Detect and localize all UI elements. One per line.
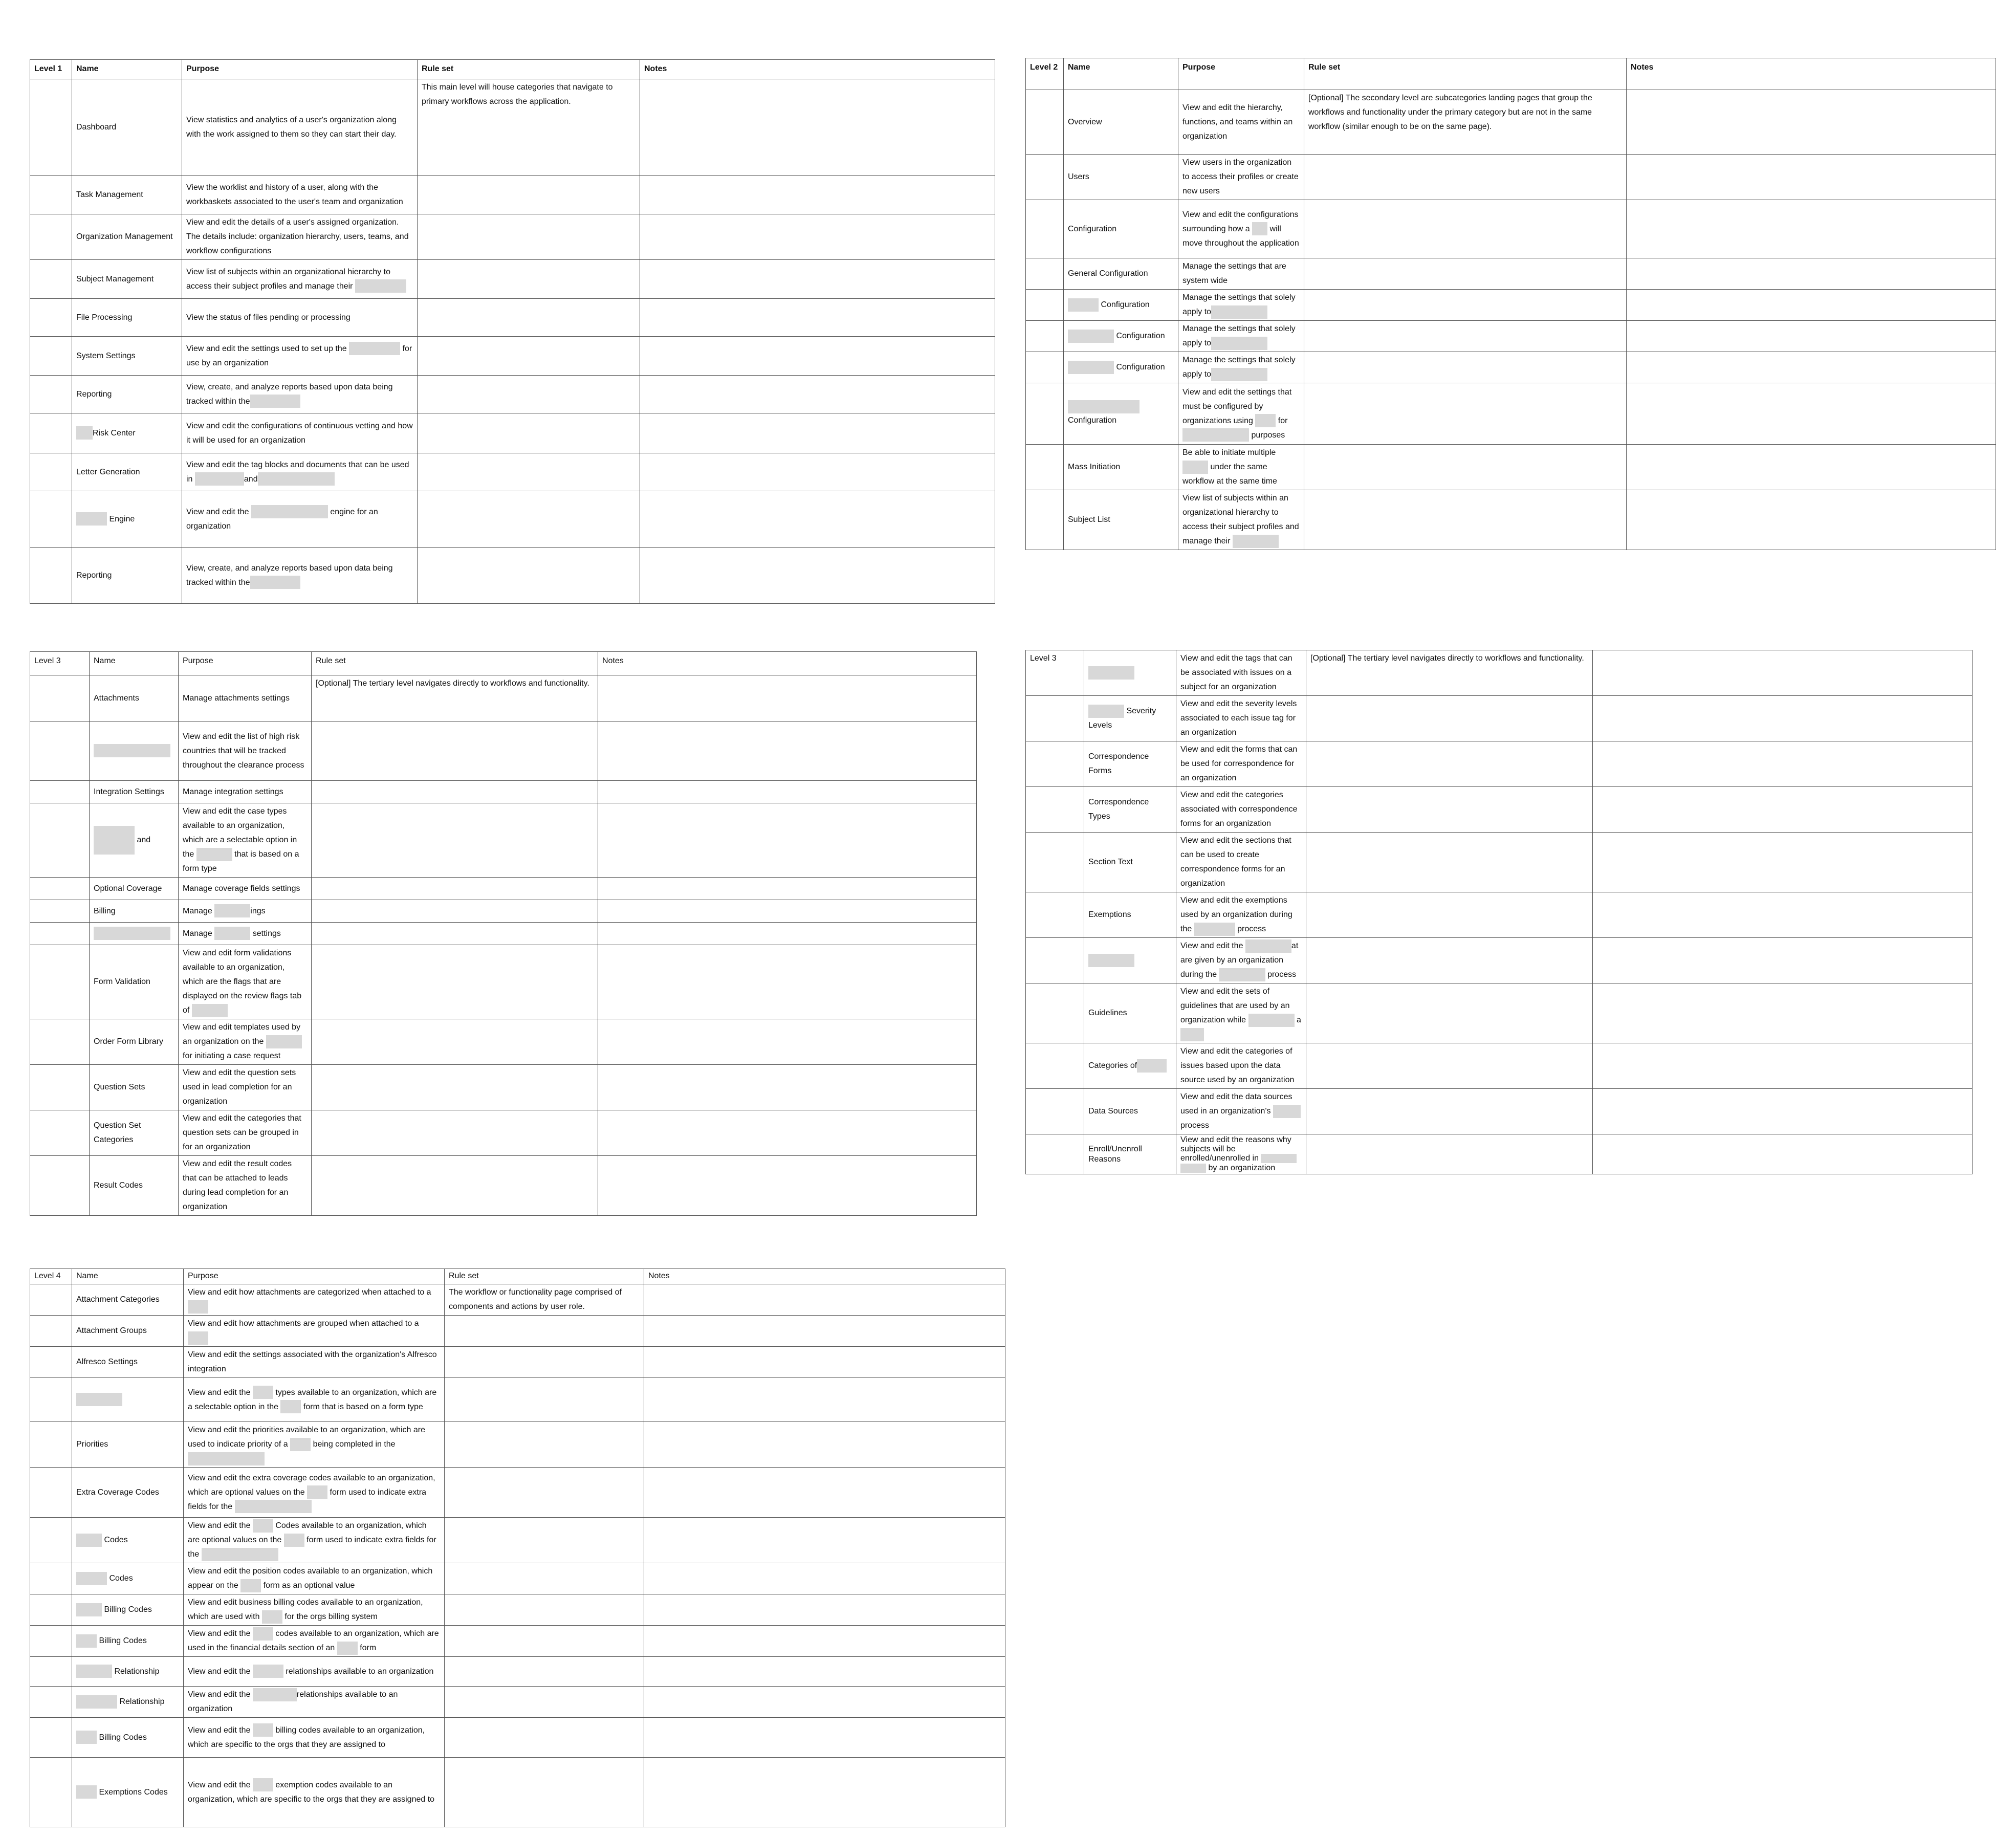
row-purpose: View and edit business billing codes available to an organization, which are used with for the orgs billing system xyxy=(184,1594,445,1626)
row-purpose: View and edit templates used by an organization on the for initiating a case request xyxy=(179,1019,312,1065)
redaction-block xyxy=(94,744,170,757)
table-row xyxy=(30,675,977,721)
table-row xyxy=(30,1594,1005,1626)
table-row xyxy=(1026,833,1973,892)
row-name: File Processing xyxy=(72,299,182,337)
row-name xyxy=(90,923,179,945)
row-name: Section Text xyxy=(1084,833,1176,892)
row-purpose: Manage the settings that solely apply to xyxy=(1178,290,1304,321)
row-name: Alfresco Settings xyxy=(72,1347,184,1378)
redaction-block xyxy=(76,426,93,440)
row-purpose: View and edit the codes available to an organization, which are used in the financial details section of an form xyxy=(184,1626,445,1657)
row-purpose: Manage ings xyxy=(179,900,312,923)
redaction-block xyxy=(1182,461,1208,474)
table-row xyxy=(30,1657,1005,1687)
redaction-block xyxy=(76,1731,97,1744)
row-name: Form Validation xyxy=(90,945,179,1019)
row-name: Mass Initiation xyxy=(1064,445,1178,490)
row-name: Exemptions Codes xyxy=(72,1758,184,1827)
row-purpose: View list of subjects within an organizational hierarchy to access their subject profiles and manage their xyxy=(1178,490,1304,550)
redaction-block xyxy=(1068,400,1140,413)
redaction-block xyxy=(94,927,170,940)
table-header-row xyxy=(30,652,977,675)
column-header: Level 2 xyxy=(1026,58,1064,90)
table-row xyxy=(30,1468,1005,1518)
redaction-block xyxy=(1261,1154,1297,1163)
table-row xyxy=(1026,892,1973,938)
row-name: Question Sets xyxy=(90,1065,179,1110)
row-name: Optional Coverage xyxy=(90,878,179,900)
table-row xyxy=(1026,352,1996,383)
redaction-block xyxy=(76,1534,102,1547)
table-row xyxy=(30,878,977,900)
table-row xyxy=(30,781,977,803)
row-name: Configuration xyxy=(1064,352,1178,383)
row-name xyxy=(90,721,179,781)
row-purpose: View and edit the settings that must be configured by organizations using for purposes xyxy=(1178,383,1304,445)
row-purpose: View and edit how attachments are categorized when attached to a xyxy=(184,1284,445,1316)
redaction-block xyxy=(76,1393,122,1406)
redaction-block xyxy=(1088,705,1124,718)
table-row xyxy=(1026,258,1996,290)
redaction-block xyxy=(235,1500,312,1513)
column-header: Rule set xyxy=(418,60,640,79)
row-name: Risk Center xyxy=(72,413,182,453)
row-name: Exemptions xyxy=(1084,892,1176,938)
redaction-block xyxy=(266,1035,302,1048)
column-header: Notes xyxy=(644,1269,1005,1284)
row-name: Correspondence Forms xyxy=(1084,741,1176,787)
table-row xyxy=(30,453,995,491)
row-purpose: View and edit the tags that can be associated with issues on a subject for an organization xyxy=(1176,650,1306,696)
row-purpose: View and edit the billing codes available to an organization, which are specific to the orgs that they are assigned to xyxy=(184,1718,445,1758)
column-header: Rule set xyxy=(312,652,598,675)
table-row xyxy=(1026,696,1973,741)
redaction-block xyxy=(1180,1164,1206,1173)
level4-table xyxy=(30,1269,1005,1827)
column-header: Purpose xyxy=(179,652,312,675)
table-row xyxy=(30,1156,977,1216)
redaction-block xyxy=(251,505,328,518)
row-name: Relationship xyxy=(72,1687,184,1718)
level2-table xyxy=(1025,58,1996,550)
table-row xyxy=(30,1378,1005,1422)
row-name: Order Form Library xyxy=(90,1019,179,1065)
column-header: Purpose xyxy=(1178,58,1304,90)
redaction-block xyxy=(196,848,232,861)
row-name: Integration Settings xyxy=(90,781,179,803)
redaction-block xyxy=(250,395,300,408)
row-purpose: View and edit the engine for an organization xyxy=(182,491,418,548)
rule-set: The workflow or functionality page comprised of components and actions by user role. xyxy=(445,1284,644,1316)
row-name: Billing xyxy=(90,900,179,923)
redaction-block xyxy=(1180,1028,1204,1041)
row-purpose: View and edit the relationships available to an organization xyxy=(184,1657,445,1687)
redaction-block xyxy=(1233,535,1279,548)
redaction-block xyxy=(192,1004,228,1017)
row-purpose: View and edit the settings associated with the organization's Alfresco integration xyxy=(184,1347,445,1378)
table-row xyxy=(30,1758,1005,1827)
redaction-block xyxy=(1137,1059,1167,1073)
row-name: and xyxy=(90,803,179,878)
row-name: Question Set Categories xyxy=(90,1110,179,1156)
redaction-block xyxy=(253,1386,273,1399)
redaction-block xyxy=(214,904,250,917)
column-header: Level 1 xyxy=(30,60,72,79)
row-name: Enroll/Unenroll Reasons xyxy=(1084,1134,1176,1174)
redaction-block xyxy=(188,1300,208,1314)
column-header: Name xyxy=(90,652,179,675)
row-purpose: View and edit the configurations of continuous vetting and how it will be used for an organization xyxy=(182,413,418,453)
row-purpose: View and edit the list of high risk countries that will be tracked throughout the clearance process xyxy=(179,721,312,781)
table-row xyxy=(1026,200,1996,258)
redaction-block xyxy=(76,1572,107,1585)
table-row xyxy=(30,337,995,376)
table-row xyxy=(30,1065,977,1110)
level3-table-right xyxy=(1025,650,1973,1174)
column-header: Name xyxy=(72,60,182,79)
row-purpose: Manage integration settings xyxy=(179,781,312,803)
redaction-block xyxy=(1211,305,1267,319)
redaction-block xyxy=(76,1695,117,1709)
row-name: Billing Codes xyxy=(72,1718,184,1758)
table-row xyxy=(1026,938,1973,983)
row-purpose: View statistics and analytics of a user's organization along with the work assigned to them so they can start their day. xyxy=(182,79,418,176)
row-name: Codes xyxy=(72,1563,184,1594)
redaction-block xyxy=(253,1723,273,1737)
row-name: Reporting xyxy=(72,548,182,604)
redaction-block xyxy=(1211,337,1267,350)
redaction-block xyxy=(337,1642,358,1655)
row-name: Result Codes xyxy=(90,1156,179,1216)
row-name: General Configuration xyxy=(1064,258,1178,290)
row-purpose: View and edit the extra coverage codes available to an organization, which are optional values on the form used to indicate extra fields for the xyxy=(184,1468,445,1518)
table-row xyxy=(1026,321,1996,352)
table-row xyxy=(1026,290,1996,321)
row-purpose: View and edit the position codes available to an organization, which appear on the form as an optional value xyxy=(184,1563,445,1594)
redaction-block xyxy=(1252,222,1267,235)
table-row xyxy=(30,1284,1005,1316)
row-purpose: View and edit the categories that question sets can be grouped in for an organization xyxy=(179,1110,312,1156)
row-purpose: Manage the settings that solely apply to xyxy=(1178,352,1304,383)
redaction-block xyxy=(76,1603,102,1616)
row-name: Extra Coverage Codes xyxy=(72,1468,184,1518)
row-name: Attachment Groups xyxy=(72,1316,184,1347)
table-row xyxy=(1026,490,1996,550)
row-purpose: View and edit the details of a user's assigned organization. The details include: organization hierarchy, users, teams, and workflow configurations xyxy=(182,214,418,260)
column-header: Notes xyxy=(1627,58,1996,90)
row-purpose: View the status of files pending or processing xyxy=(182,299,418,337)
row-purpose: View and edit the tag blocks and documents that can be used in and xyxy=(182,453,418,491)
row-purpose: View and edit the exemptions used by an organization during the process xyxy=(1176,892,1306,938)
table-row xyxy=(1026,1043,1973,1089)
redaction-block xyxy=(188,1452,265,1466)
row-purpose: View and edit the result codes that can be attached to leads during lead completion for an organization xyxy=(179,1156,312,1216)
row-purpose: View and edit form validations available to an organization, which are the flags that are displayed on the review flags tab of xyxy=(179,945,312,1019)
level1-table xyxy=(30,59,995,604)
redaction-block xyxy=(214,927,250,940)
table-row xyxy=(30,79,995,176)
row-name: Overview xyxy=(1064,90,1178,155)
table-row xyxy=(1026,1089,1973,1134)
row-purpose: View and edit the hierarchy, functions, and teams within an organization xyxy=(1178,90,1304,155)
redaction-block xyxy=(188,1331,208,1345)
column-header: Purpose xyxy=(184,1269,445,1284)
table-row xyxy=(30,1422,1005,1468)
row-name: Relationship xyxy=(72,1657,184,1687)
redaction-block xyxy=(307,1485,327,1499)
redaction-block xyxy=(240,1579,261,1592)
redaction-block xyxy=(1211,368,1267,381)
table-row xyxy=(30,260,995,299)
table-row xyxy=(1026,650,1973,696)
redaction-block xyxy=(349,342,400,355)
redaction-block xyxy=(76,1665,112,1678)
redaction-block xyxy=(1194,923,1235,936)
row-purpose: View and edit the data sources used in an organization's process xyxy=(1176,1089,1306,1134)
row-purpose: View and edit the sets of guidelines that are used by an organization while a xyxy=(1176,983,1306,1043)
table-row xyxy=(30,491,995,548)
column-header: Name xyxy=(1064,58,1178,90)
row-name: Engine xyxy=(72,491,182,548)
redaction-block xyxy=(253,1627,273,1641)
table-header-row xyxy=(1026,58,1996,90)
redaction-block xyxy=(355,279,406,293)
redaction-block xyxy=(1245,939,1291,953)
row-name: Data Sources xyxy=(1084,1089,1176,1134)
row-purpose: View and edit the exemption codes available to an organization, which are specific to the orgs that they are assigned to xyxy=(184,1758,445,1827)
row-purpose: Manage the settings that are system wide xyxy=(1178,258,1304,290)
table-row xyxy=(30,548,995,604)
table-row xyxy=(30,945,977,1019)
row-purpose: View, create, and analyze reports based upon data being tracked within the xyxy=(182,376,418,413)
rule-set: This main level will house categories that navigate to primary workflows across the application. xyxy=(418,79,640,176)
table-row xyxy=(30,299,995,337)
row-purpose: Manage coverage fields settings xyxy=(179,878,312,900)
table-row xyxy=(30,1718,1005,1758)
column-header: Notes xyxy=(598,652,977,675)
redaction-block xyxy=(290,1438,311,1451)
column-header: Level 3 xyxy=(30,652,90,675)
column-header: Rule set xyxy=(1304,58,1627,90)
table-row xyxy=(30,376,995,413)
row-name: Billing Codes xyxy=(72,1594,184,1626)
row-name xyxy=(72,1378,184,1422)
table-row xyxy=(30,1687,1005,1718)
row-name: Guidelines xyxy=(1084,983,1176,1043)
table-row xyxy=(30,803,977,878)
row-purpose: Be able to initiate multiple under the same workflow at the same time xyxy=(1178,445,1304,490)
row-name: Severity Levels xyxy=(1084,696,1176,741)
row-purpose: View and edit the case types available to an organization, which are a selectable option in the that is based on a form type xyxy=(179,803,312,878)
redaction-block xyxy=(1088,954,1134,967)
row-name: Letter Generation xyxy=(72,453,182,491)
redaction-block xyxy=(94,826,135,855)
table-row xyxy=(30,413,995,453)
row-name: Attachment Categories xyxy=(72,1284,184,1316)
redaction-block xyxy=(1182,428,1249,442)
table-row xyxy=(30,1110,977,1156)
row-purpose: View and edit the reasons why subjects will be enrolled/unenrolled in by an organization xyxy=(1176,1134,1306,1174)
table-header-row xyxy=(30,1269,1005,1284)
row-purpose: View and edit the configurations surrounding how a will move throughout the application xyxy=(1178,200,1304,258)
row-name xyxy=(1084,650,1176,696)
redaction-block xyxy=(253,1665,283,1678)
row-name: Reporting xyxy=(72,376,182,413)
row-purpose: Manage settings xyxy=(179,923,312,945)
table-row xyxy=(30,1563,1005,1594)
row-purpose: View, create, and analyze reports based upon data being tracked within the xyxy=(182,548,418,604)
table-row xyxy=(30,923,977,945)
row-name: Users xyxy=(1064,155,1178,200)
column-header: Level 4 xyxy=(30,1269,72,1284)
row-name: Attachments xyxy=(90,675,179,721)
row-purpose: View and edit the Codes available to an organization, which are optional values on the form used to indicate extra fields for the xyxy=(184,1518,445,1563)
row-purpose: View and edit the at are given by an organization during the process xyxy=(1176,938,1306,983)
redaction-block xyxy=(1068,361,1114,374)
row-name: Dashboard xyxy=(72,79,182,176)
row-name: Task Management xyxy=(72,176,182,214)
row-purpose: View the worklist and history of a user, along with the workbaskets associated to the user's team and organization xyxy=(182,176,418,214)
row-name: Subject Management xyxy=(72,260,182,299)
table-header-row xyxy=(30,60,995,79)
table-row xyxy=(1026,383,1996,445)
table-row xyxy=(1026,445,1996,490)
rule-set: [Optional] The secondary level are subcategories landing pages that group the workflows and functionality under the primary category but are not in the same workflow (similar enough to be on the same page). xyxy=(1304,90,1627,155)
row-name: Organization Management xyxy=(72,214,182,260)
redaction-block xyxy=(253,1778,273,1791)
table-row xyxy=(30,214,995,260)
row-name: System Settings xyxy=(72,337,182,376)
row-purpose: View and edit the settings used to set up the for use by an organization xyxy=(182,337,418,376)
column-header: Purpose xyxy=(182,60,418,79)
redaction-block xyxy=(1255,414,1276,427)
redaction-block xyxy=(262,1610,282,1624)
table-row xyxy=(30,1019,977,1065)
redaction-block xyxy=(76,1785,97,1799)
row-name: Codes xyxy=(72,1518,184,1563)
row-purpose: View and edit the relationships available to an organization xyxy=(184,1687,445,1718)
table-row xyxy=(30,721,977,781)
table-row xyxy=(30,1347,1005,1378)
redaction-block xyxy=(253,1519,273,1533)
table-row xyxy=(30,1518,1005,1563)
row-name: Configuration xyxy=(1064,321,1178,352)
level3-table-left xyxy=(30,651,977,1216)
row-name: Configuration xyxy=(1064,290,1178,321)
row-name: Billing Codes xyxy=(72,1626,184,1657)
redaction-block xyxy=(280,1400,301,1413)
redaction-block xyxy=(202,1548,278,1561)
row-purpose: View and edit the categories of issues based upon the data source used by an organization xyxy=(1176,1043,1306,1089)
row-purpose: Manage the settings that solely apply to xyxy=(1178,321,1304,352)
row-name: Subject List xyxy=(1064,490,1178,550)
redaction-block xyxy=(1219,968,1265,981)
row-purpose: View and edit the forms that can be used for correspondence for an organization xyxy=(1176,741,1306,787)
level-header: Level 3 xyxy=(1026,650,1084,696)
row-purpose: View and edit the priorities available to an organization, which are used to indicate priority of a being completed in the xyxy=(184,1422,445,1468)
redaction-block xyxy=(195,472,244,486)
table-row xyxy=(30,900,977,923)
table-row xyxy=(1026,741,1973,787)
table-row xyxy=(30,1626,1005,1657)
row-name: Priorities xyxy=(72,1422,184,1468)
table-row xyxy=(1026,90,1996,155)
row-name: Correspondence Types xyxy=(1084,787,1176,833)
row-purpose: View users in the organization to access their profiles or create new users xyxy=(1178,155,1304,200)
row-name: Configuration xyxy=(1064,383,1178,445)
redaction-block xyxy=(1273,1105,1301,1118)
table-row xyxy=(1026,1134,1973,1174)
table-row xyxy=(1026,155,1996,200)
row-name: Configuration xyxy=(1064,200,1178,258)
column-header: Notes xyxy=(640,60,995,79)
row-purpose: View and edit the severity levels associated to each issue tag for an organization xyxy=(1176,696,1306,741)
table-row xyxy=(30,176,995,214)
column-header: Name xyxy=(72,1269,184,1284)
redaction-block xyxy=(76,1634,97,1648)
row-name xyxy=(1084,938,1176,983)
row-name: Categories of xyxy=(1084,1043,1176,1089)
redaction-block xyxy=(258,472,335,486)
redaction-block xyxy=(1068,298,1099,312)
row-purpose: View and edit the types available to an organization, which are a selectable option in the form that is based on a form type xyxy=(184,1378,445,1422)
redaction-block xyxy=(253,1688,297,1701)
row-purpose: View and edit the sections that can be used to create correspondence forms for an organization xyxy=(1176,833,1306,892)
row-purpose: View and edit the categories associated with correspondence forms for an organization xyxy=(1176,787,1306,833)
redaction-block xyxy=(76,512,107,526)
redaction-block xyxy=(1248,1014,1295,1027)
row-purpose: View and edit the question sets used in lead completion for an organization xyxy=(179,1065,312,1110)
row-purpose: View and edit how attachments are grouped when attached to a xyxy=(184,1316,445,1347)
row-purpose: View list of subjects within an organizational hierarchy to access their subject profiles and manage their xyxy=(182,260,418,299)
table-row xyxy=(1026,787,1973,833)
redaction-block xyxy=(284,1534,304,1547)
column-header: Rule set xyxy=(445,1269,644,1284)
redaction-block xyxy=(1068,330,1114,343)
table-row xyxy=(30,1316,1005,1347)
redaction-block xyxy=(250,576,300,589)
table-row xyxy=(1026,983,1973,1043)
redaction-block xyxy=(1088,666,1134,680)
row-purpose: Manage attachments settings xyxy=(179,675,312,721)
rule-set: [Optional] The tertiary level navigates directly to workflows and functionality. xyxy=(1306,650,1593,696)
rule-set: [Optional] The tertiary level navigates directly to workflows and functionality. xyxy=(312,675,598,721)
